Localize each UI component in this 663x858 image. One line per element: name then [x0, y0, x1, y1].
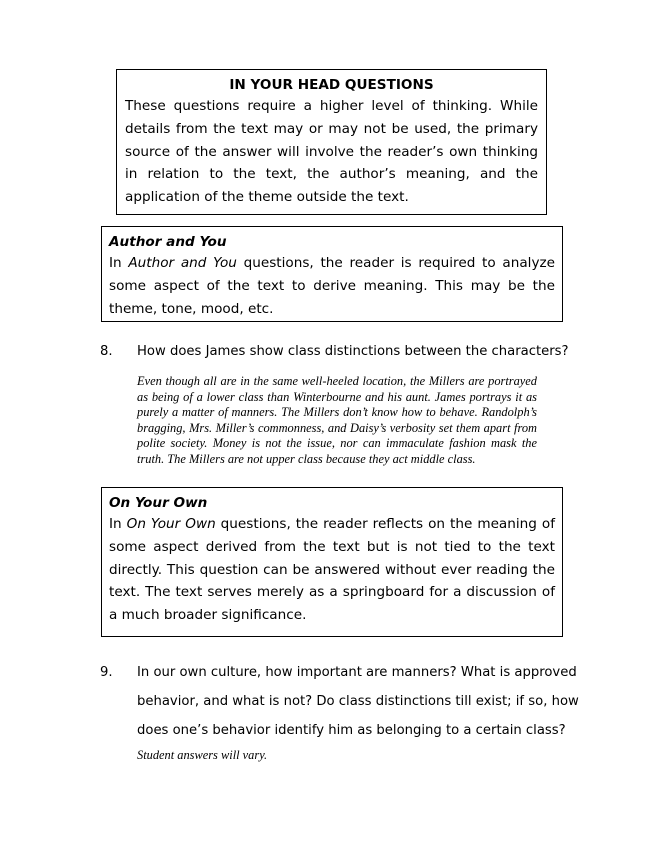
- on-your-own-title: On Your Own: [109, 495, 208, 511]
- question-9-continued-2: [100, 723, 580, 743]
- question-9-line-2: behavior, and what is not? Do class distinctions till exist; if so, how: [137, 694, 579, 709]
- in-your-head-title: IN YOUR HEAD QUESTIONS: [229, 77, 434, 93]
- author-and-you-title: Author and You: [109, 234, 227, 250]
- question-8-answer: Even though all are in the same well-heeled location, the Millers are portrayed as being of a lower class than Winterbourne and his aunt. James portrays it as purely a matter of manners. The Millers don’t know how to behave. Randolph’s bragging, Mrs. Miller’s commonness, and Daisy’s verbosity set them apart from polite society. Money is not the issue, nor can immaculate fashion mask the truth. The Millers are not upper class because they act middle class.: [137, 374, 537, 466]
- question-9: [100, 665, 580, 685]
- in-your-head-text: These questions require a higher level of thinking. While details from the text may or may not be used, the primary source of the answer will involve the reader’s own thinking in relation to the text, the author’s meaning, and the application of the theme outside the text.: [125, 98, 538, 206]
- on-your-own-box: [101, 487, 563, 637]
- author-and-you-text: In Author and You questions, the reader is required to analyze some aspect of the text to derive meaning. This may be the theme, tone, mood, etc.: [109, 255, 556, 317]
- question-8: [100, 344, 570, 364]
- question-9-line-1: In our own culture, how important are manners? What is approved: [137, 665, 577, 680]
- on-your-own-text: In On Your Own questions, the reader reflects on the meaning of some aspect derived from the text but is not tied to the text directly. This question can be answered without ever reading the text. The text serves merely as a springboard for a discussion of a much broader significance.: [109, 516, 555, 624]
- author-and-you-box: [101, 226, 563, 322]
- question-8-number: 8.: [100, 344, 113, 359]
- in-your-head-box: [116, 69, 547, 215]
- question-9-continued: [100, 694, 580, 714]
- question-9-number: 9.: [100, 665, 113, 680]
- question-9-answer: Student answers will vary.: [137, 748, 268, 762]
- question-8-text: How does James show class distinctions between the characters?: [137, 344, 569, 359]
- question-9-line-3: does one’s behavior identify him as belonging to a certain class?: [137, 723, 566, 738]
